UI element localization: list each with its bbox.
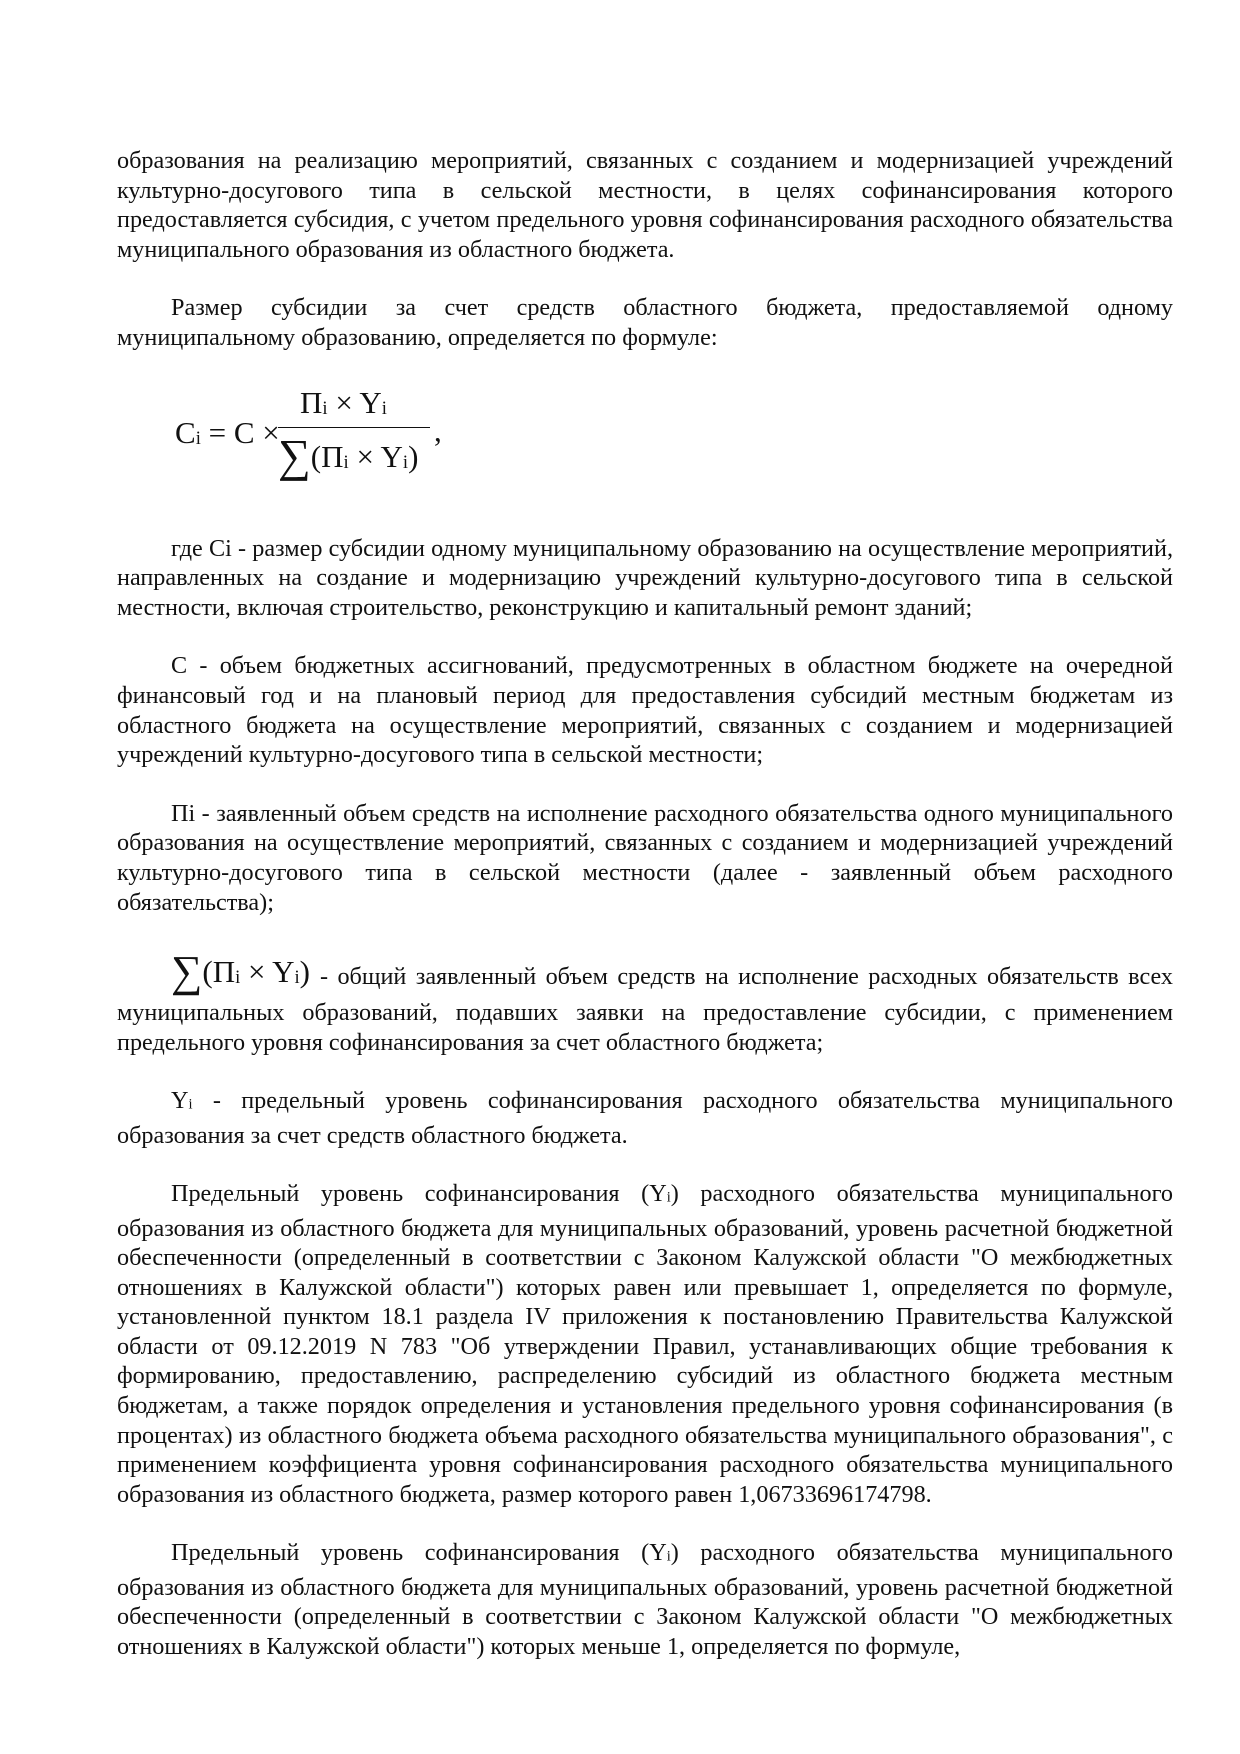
fraction-bar <box>278 427 430 428</box>
paragraph-subsidy-size: Размер субсидии за счет средств областного бюджета, предоставляемой одному муниципальному образованию, определяется по формуле: <box>117 294 1173 351</box>
formula-numerator: Пi × Yi <box>300 384 387 420</box>
paragraph-sum-definition: ∑(Пi × Yi) - общий заявленный объем средств на исполнение расходных обязательств всех муниципальных образований, подавших заявки на предоставление субсидии, с применением предельного уровня софинансирования за счет областного бюджета; <box>117 947 1173 1056</box>
paragraph-ci-definition: где Ci - размер субсидии одному муниципальному образованию на осуществление мероприятий, направленных на создание и модернизацию учреждений культурно-досугового типа в сельской местности, включая строительство, реконструкцию и капитальный ремонт зданий; <box>117 534 1173 621</box>
sum-expression: ∑(Пi × Yi) <box>171 947 310 997</box>
paragraph-yi-definition: Yi - предельный уровень софинансирования расходного обязательства муниципального образования за счет средств областного бюджета. <box>117 1087 1173 1149</box>
paragraph-c-definition: C - объем бюджетных ассигнований, предусмотренных в областном бюджете на очередной финансовый год и на плановый период для предоставления субсидий местным бюджетам из областного бюджета на осуществление мероприятий, связанных с созданием и модернизацией учреждений культурно-досугового типа в сельской местности; <box>117 652 1173 769</box>
sigma-symbol: ∑ <box>278 429 311 481</box>
formula-denominator: ∑(Пi × Yi) <box>278 429 419 481</box>
document-page <box>117 146 1173 1691</box>
paragraph-yi-ge-1: Предельный уровень софинансирования (Yi) расходного обязательства муниципального образования из областного бюджета для муниципальных образований, уровень расчетной бюджетной обеспеченности (определенный в соответствии с Законом Калужской области "О межбюджетных отношениях в Калужской области") которых равен или превышает 1, определяется по формуле, установленной пунктом 18.1 раздела IV приложения к постановлению Правительства Калужской области от 09.12.2019 N 783 "Об утверждении Правил, устанавливающих общие требования к формированию, предоставлению, распределению субсидий из областного бюджета местным бюджетам, а также порядок определения и установления предельного уровня софинансирования (в процентах) из областного бюджета объема расходного обязательства муниципального образования", с применением коэффициента уровня софинансирования расходного обязательства муниципального образования из областного бюджета, размер которого равен 1,06733696174798. <box>117 1180 1173 1508</box>
paragraph-yi-lt-1: Предельный уровень софинансирования (Yi) расходного обязательства муниципального образования из областного бюджета для муниципальных образований, уровень расчетной бюджетной обеспеченности (определенный в соответствии с Законом Калужской области "О межбюджетных отношениях в Калужской области") которых меньше 1, определяется по формуле, <box>117 1539 1173 1660</box>
sigma-symbol-inline: ∑ <box>171 947 203 997</box>
paragraph-pi-definition: Пi - заявленный объем средств на исполнение расходного обязательства одного муниципального образования на осуществление мероприятий, связанных с созданием и модернизацией учреждений культурно-досугового типа в сельской местности (далее - заявленный объем расходного обязательства); <box>117 799 1173 916</box>
paragraph-intro: образования на реализацию мероприятий, связанных с созданием и модернизацией учреждений культурно-досугового типа в сельской местности, в целях софинансирования которого предоставляется субсидия, с учетом предельного уровня софинансирования расходного обязательства муниципального образования из областного бюджета. <box>117 147 1173 263</box>
formula-lhs: Ci = C × <box>175 414 280 450</box>
subsidy-formula <box>117 380 1173 508</box>
formula-comma: , <box>434 412 442 448</box>
